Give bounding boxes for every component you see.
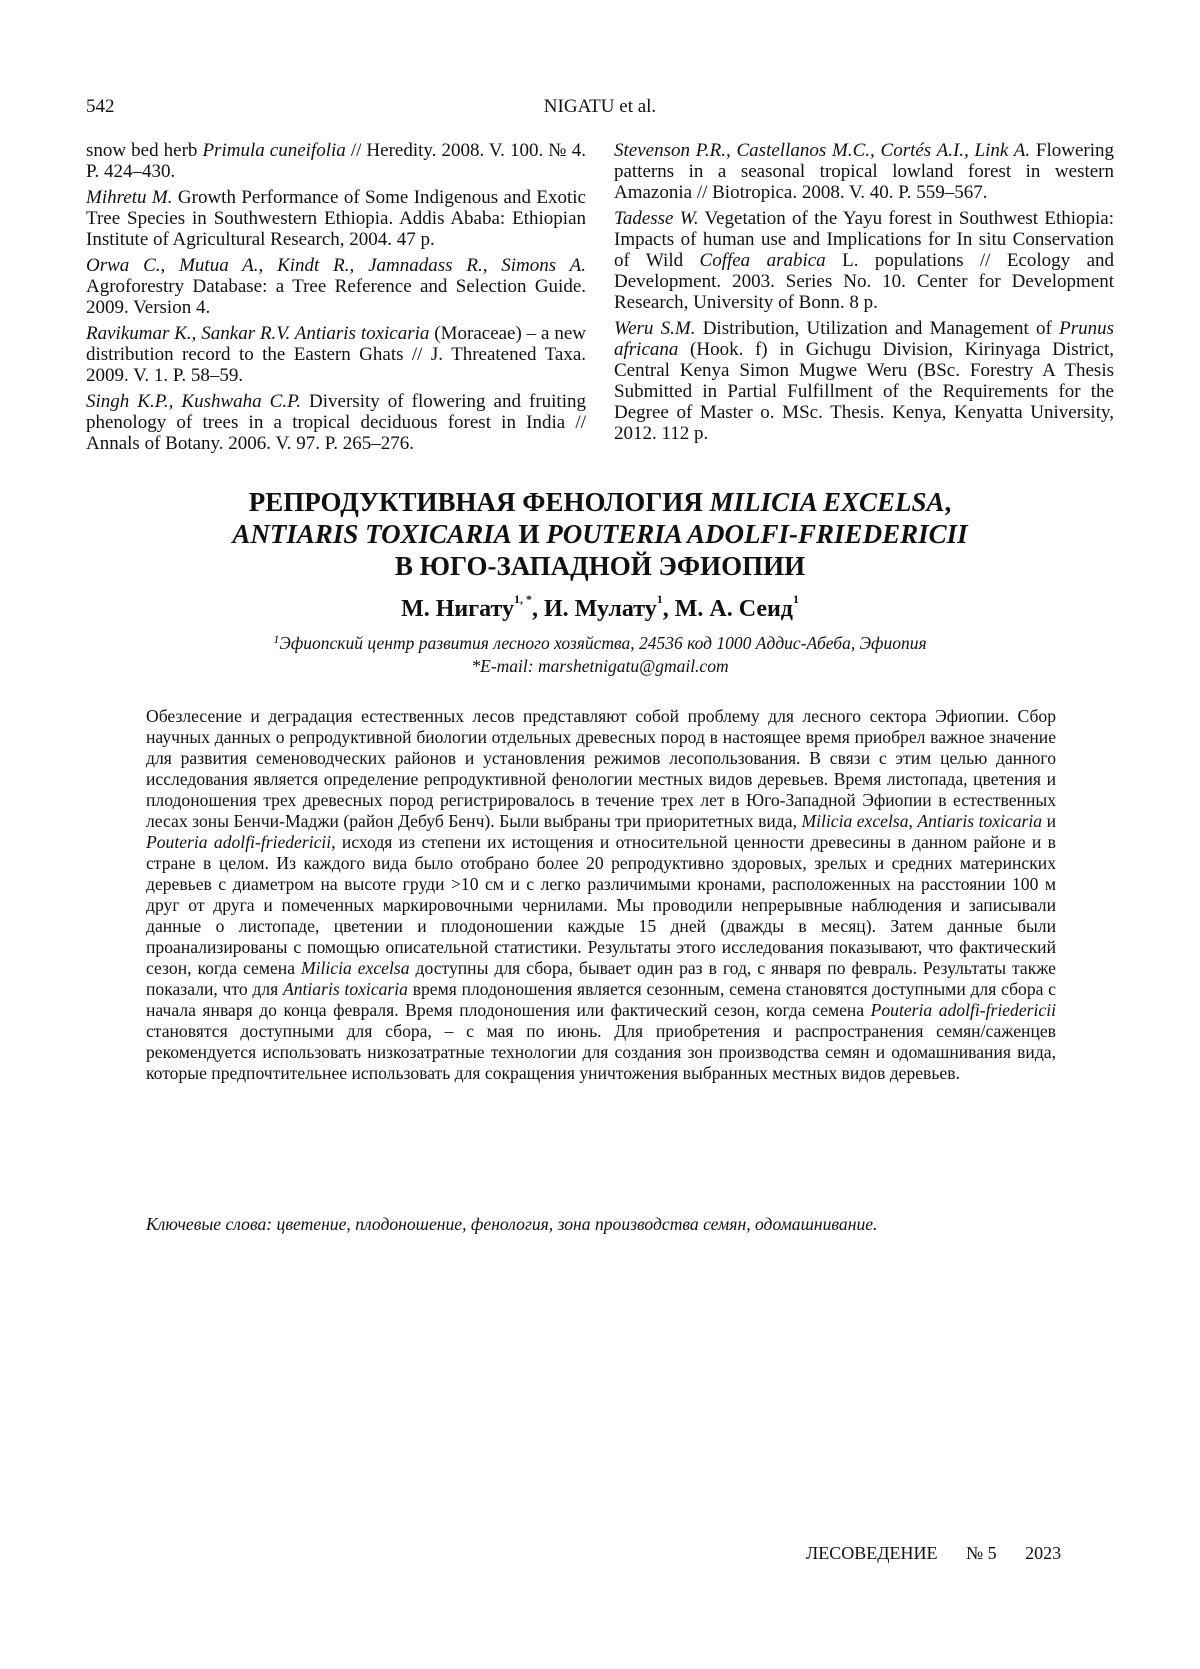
italic-run: Milicia excelsa	[301, 958, 410, 978]
italic-run: Pouteria adolfi-friedericii	[146, 832, 331, 852]
text-run: , исходя из степени их истощения и относительной ценности древесины в данном районе и в стране в целом. Из каждого вида было отобрано более 20 репродуктивно здоровых, зрелых и средних материнских деревьев с диаметром на высоте груди >10 см и с легко различимыми кронами, расположенных на расстоянии 100 м друг от друга и помеченных маркировочными чернилами. Мы проводили непрерывные наблюдения и записывали данные о листопаде, цветении и плодоношении каждые 15 дней (дважды в месяц). Затем данные были проанализированы с помощью описательной статистики. Результаты этого исследования показывают, что фактический сезон, когда семена	[146, 832, 1056, 978]
author-name: М. А. Сеид	[675, 596, 793, 622]
italic-run: Primula cuneifolia	[202, 140, 345, 161]
text-run: В ЮГО-ЗАПАДНОЙ ЭФИОПИИ	[395, 551, 805, 581]
italic-run: Singh K.P., Kushwaha C.P.	[86, 391, 301, 412]
text-run: Flowering patterns in a seasonal tropical lowland forest in western Amazonia // Biotropica. 2008. V. 40. P. 559–567.	[614, 140, 1114, 203]
author-sup: 1, *	[514, 592, 532, 606]
reference-entry	[86, 140, 586, 182]
italic-run: Milicia excelsa	[801, 811, 908, 831]
reference-entry	[614, 318, 1114, 444]
author	[401, 596, 532, 622]
keywords: Ключевые слова: цветение, плодоношение, фенология, зона производства семян, одомашнивание.	[146, 1214, 1056, 1235]
italic-run: Prunus africana	[614, 318, 1114, 360]
reference-entry	[86, 255, 586, 318]
author-name: И. Мулату	[544, 596, 657, 622]
reference-entry	[86, 391, 586, 454]
text-run: и	[1042, 811, 1056, 831]
running-head: NIGATU et al.	[0, 96, 1200, 118]
page-number: 542	[86, 96, 115, 118]
text-run: становятся доступными для сбора, – с мая по июнь. Для приобретения и распространения семян/саженцев рекомендуется использовать низкозатратные технологии для создания зон производства семян и одомашнивания вида, которые предпочтительнее использовать для сокращения уничтожения выбранных местных видов деревьев.	[146, 1021, 1056, 1083]
text-run: Distribution, Utilization and Management of	[695, 318, 1059, 339]
abstract	[146, 706, 1056, 1084]
issue-number: № 5	[966, 1543, 997, 1563]
text-run: Обезлесение и деградация естественных лесов представляют собой проблему для лесного сектора Эфиопии. Сбор научных данных о репродуктивной биологии отдельных древесных пород в настоящее время приобрел важное значение для развития семеноводческих районов и установления режимов лесопользования. В связи с этим целью данного исследования является определение репродуктивной фенологии местных видов деревьев. Время листопада, цветения и плодоношения трех древесных пород регистрировалось в течение трех лет в Юго-Западной Эфиопии в естественных лесах зоны Бенчи-Маджи (район Дебуб Бенч). Были выбраны три приоритетных вида,	[146, 706, 1056, 831]
text-run: доступны для сбора, бывает один раз в год, с января по февраль. Результаты также показали, что для	[146, 958, 1056, 999]
reference-entry	[86, 187, 586, 250]
author	[544, 596, 663, 622]
text-run: Growth Performance of Some Indigenous and Exotic Tree Species in Southwestern Ethiopia. Addis Ababa: Ethiopian Institute of Agricultural Research, 2004. 47 p.	[86, 187, 586, 250]
title-line	[100, 518, 1100, 550]
italic-run: ANTIARIS TOXICARIA	[232, 519, 511, 549]
author-email[interactable]: *E-mail: marshetnigatu@gmail.com	[100, 655, 1100, 678]
affiliation-sup: 1	[273, 632, 279, 646]
author-list: М. Нигату1, *, И. Мулату1, М. А. Сеид1	[100, 596, 1100, 623]
author	[675, 596, 799, 622]
year: 2023	[1025, 1543, 1061, 1563]
author-name: М. Нигату	[401, 596, 514, 622]
text-run: Agroforestry Database: a Tree Reference and Selection Guide. 2009. Version 4.	[86, 276, 586, 318]
text-run: ,	[909, 811, 918, 831]
text-run: (Moraceae) – a new distribution record to the Eastern Ghats // J. Threatened Taxa. 2009. V. 1. P. 58–59.	[86, 323, 586, 386]
italic-run: Orwa C., Mutua A., Kindt R., Jamnadass R., Simons A.	[86, 255, 586, 276]
author-sup: 1	[793, 592, 799, 606]
italic-run: Weru S.M.	[614, 318, 695, 339]
italic-run: MILICIA EXCELSA	[710, 487, 945, 517]
text-run: И	[512, 519, 547, 549]
text-run: Diversity of flowering and fruiting phenology of trees in a tropical deciduous forest in India // Annals of Botany. 2006. V. 97. P. 265–276.	[86, 391, 586, 454]
italic-run: Ravikumar K., Sankar R.V. Antiaris toxicaria	[86, 323, 429, 344]
page-footer	[806, 1543, 1061, 1564]
journal-name: ЛЕСОВЕДЕНИЕ	[806, 1543, 937, 1563]
text-run: РЕПРОДУКТИВНАЯ ФЕНОЛОГИЯ	[249, 487, 710, 517]
italic-run: Antiaris toxicaria	[917, 811, 1042, 831]
italic-run: POUTERIA ADOLFI-FRIEDERICII	[546, 519, 967, 549]
text-run: snow bed herb	[86, 140, 202, 161]
text-run: ,	[945, 487, 952, 517]
italic-run: Coffea arabica	[700, 250, 826, 271]
text-run: Vegetation of the Yayu forest in Southwest Ethiopia: Impacts of human use and Implications for In situ Conservation of Wild	[614, 208, 1114, 271]
text-run: время плодоношения является сезонным, семена становятся доступными для сбора с начала января до конца февраля. Время плодоношения или фактический сезон, когда семена	[146, 979, 1056, 1020]
reference-entry	[614, 140, 1114, 203]
references-left-column	[86, 140, 586, 459]
text-run: (Hook. f) in Gichugu Division, Kirinyaga District, Central Kenya Simon Mugwe Weru (BSc. Forestry A Thesis Submitted in Partial Fulfillment of the Requirements for the Degree of Master o. MSc. Thesis. Kenya, Kenyatta University, 2012. 112 p.	[614, 339, 1114, 444]
affiliation	[100, 632, 1100, 678]
affiliation-line	[100, 632, 1100, 655]
italic-run: Pouteria adolfi-friedericii	[871, 1000, 1056, 1020]
reference-entry	[86, 323, 586, 386]
author-sup: 1	[657, 592, 663, 606]
italic-run: Stevenson P.R., Castellanos M.C., Cortés A.I., Link A.	[614, 140, 1030, 161]
article-title	[100, 486, 1100, 582]
italic-run: Antiaris toxicaria	[283, 979, 408, 999]
text-run: L. populations // Ecology and Development. 2003. Series No. 10. Center for Development Research, University of Bonn. 8 p.	[614, 250, 1114, 313]
affiliation-text: Эфиопский центр развития лесного хозяйства, 24536 код 1000 Аддис-Абеба, Эфиопия	[279, 633, 926, 653]
references-right-column	[614, 140, 1114, 449]
title-line	[100, 486, 1100, 518]
text-run: // Heredity. 2008. V. 100. № 4. P. 424–430.	[86, 140, 586, 182]
title-line	[100, 550, 1100, 582]
italic-run: Mihretu M.	[86, 187, 173, 208]
reference-entry	[614, 208, 1114, 313]
italic-run: Tadesse W.	[614, 208, 699, 229]
